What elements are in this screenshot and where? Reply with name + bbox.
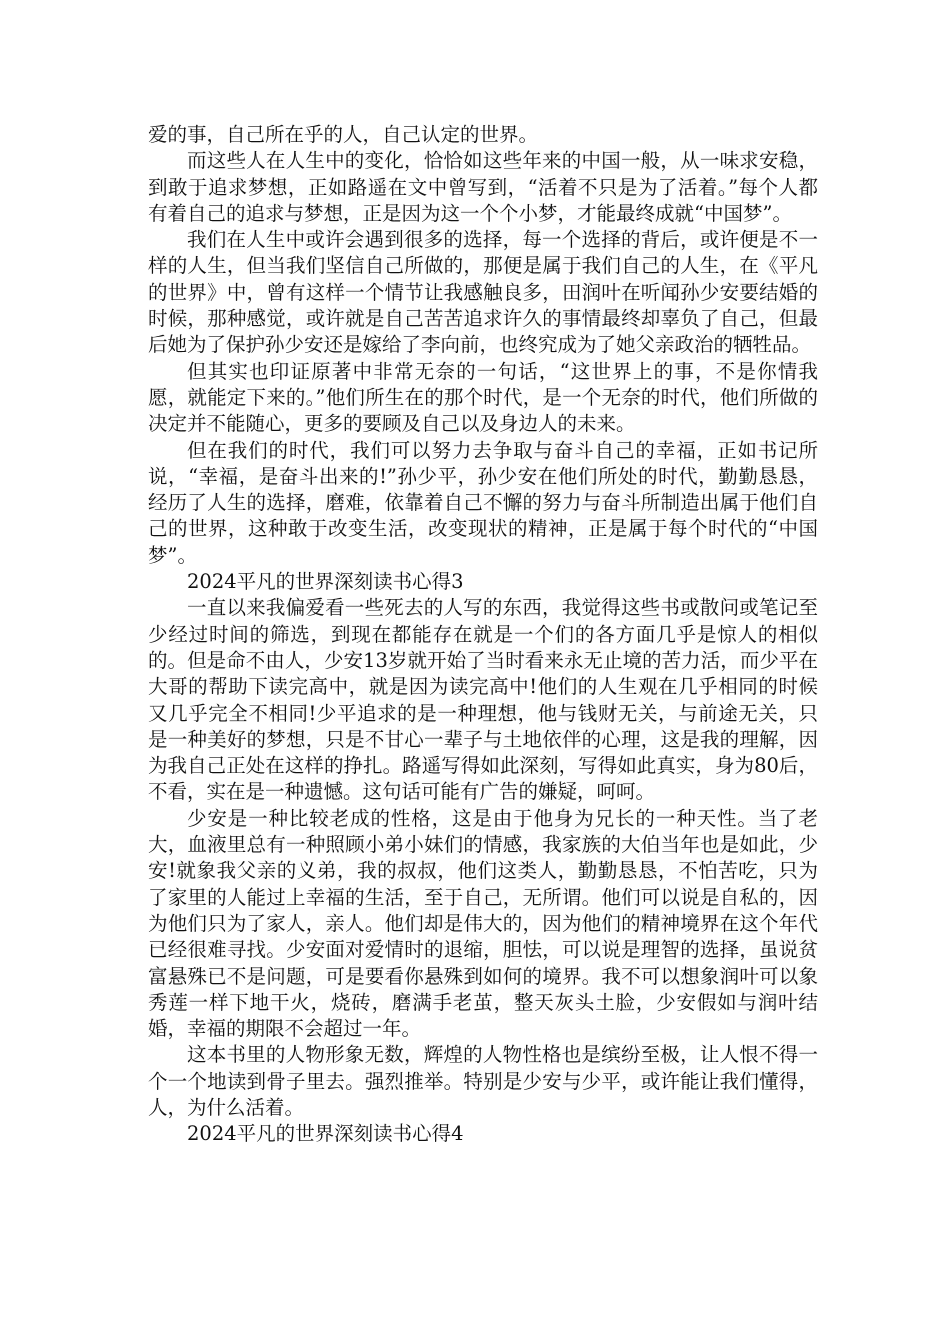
section-heading: 2024平凡的世界深刻读书心得3 <box>187 570 464 594</box>
document-body <box>148 122 818 1148</box>
paragraph-continuation: 爱的事，自己所在乎的人，自己认定的世界。 <box>148 123 539 146</box>
paragraph: 一直以来我偏爱看一些死去的人写的东西，我觉得这些书或散问或笔记至少经过时间的筛选，到现在都能存在就是一个们的各方面几乎是惊人的相似的。但是命不由人，少安13岁就开始了当时看来永无止境的苦力活，而少平在大哥的帮助下读完高中，就是因为读完高中!他们的人生观在几乎相同的时候又几乎完全不相同!少平追求的是一种理想，他与钱财无关，与前途无关，只是一种美好的梦想，只是不甘心一辈子与土地依伴的心理，这是我的理解，因为我自己正处在这样的挣扎。路遥写得如此深刻，写得如此真实，身为80后，不看，实在是一种遗憾。这句话可能有广告的嫌疑，呵呵。 <box>148 596 818 804</box>
paragraph: 这本书里的人物形象无数，辉煌的人物性格也是缤纷至极，让人恨不得一个一个地读到骨子里去。强烈推举。特别是少安与少平，或许能让我们懂得，人，为什么活着。 <box>148 1043 818 1119</box>
paragraph: 而这些人在人生中的变化，恰恰如这些年来的中国一般，从一味求安稳，到敢于追求梦想，正如路遥在文中曾写到，“活着不只是为了活着。”每个人都有着自己的追求与梦想，正是因为这一个个小梦，才能最终成就“中国梦”。 <box>148 149 818 225</box>
paragraph: 但在我们的时代，我们可以努力去争取与奋斗自己的幸福，正如书记所说，“幸福，是奋斗出来的!”孙少平，孙少安在他们所处的时代，勤勤恳恳，经历了人生的选择，磨难，依靠着自己不懈的努力与奋斗所制造出属于他们自己的世界，这种敢于改变生活，改变现状的精神，正是属于每个时代的“中国梦”。 <box>148 438 818 567</box>
section-heading: 2024平凡的世界深刻读书心得4 <box>187 1122 464 1146</box>
paragraph: 少安是一种比较老成的性格，这是由于他身为兄长的一种天性。当了老大，血液里总有一种照顾小弟小妹们的情感，我家族的大伯当年也是如此，少安!就象我父亲的义弟，我的叔叔，他们这类人，勤勤恳恳，不怕苦吃，只为了家里的人能过上幸福的生活，至于自己，无所谓。他们可以说是自私的，因为他们只为了家人，亲人。他们却是伟大的，因为他们的精神境界在这个年代已经很难寻找。少安面对爱情时的退缩，胆怯，可以说是理智的选择，虽说贫富悬殊已不是问题，可是要看你悬殊到如何的境界。我不可以想象润叶可以象秀莲一样下地干火，烧砖，磨满手老茧，整天灰头土脸，少安假如与润叶结婚，幸福的期限不会超过一年。 <box>148 806 818 1041</box>
paragraph: 我们在人生中或许会遇到很多的选择，每一个选择的背后，或许便是不一样的人生，但当我们坚信自己所做的，那便是属于我们自己的人生，在《平凡的世界》中，曾有这样一个情节让我感触良多，田润叶在听闻孙少安要结婚的时候，那种感觉，或许就是自己苦苦追求许久的事情最终却辜负了自己，但最后她为了保护孙少安还是嫁给了李向前，也终究成为了她父亲政治的牺牲品。 <box>148 228 818 357</box>
paragraph: 但其实也印证原著中非常无奈的一句话，“这世界上的事，不是你情我愿，就能定下来的。”他们所生在的那个时代，是一个无奈的时代，他们所做的决定并不能随心，更多的要顾及自己以及身边人的未来。 <box>148 359 818 436</box>
